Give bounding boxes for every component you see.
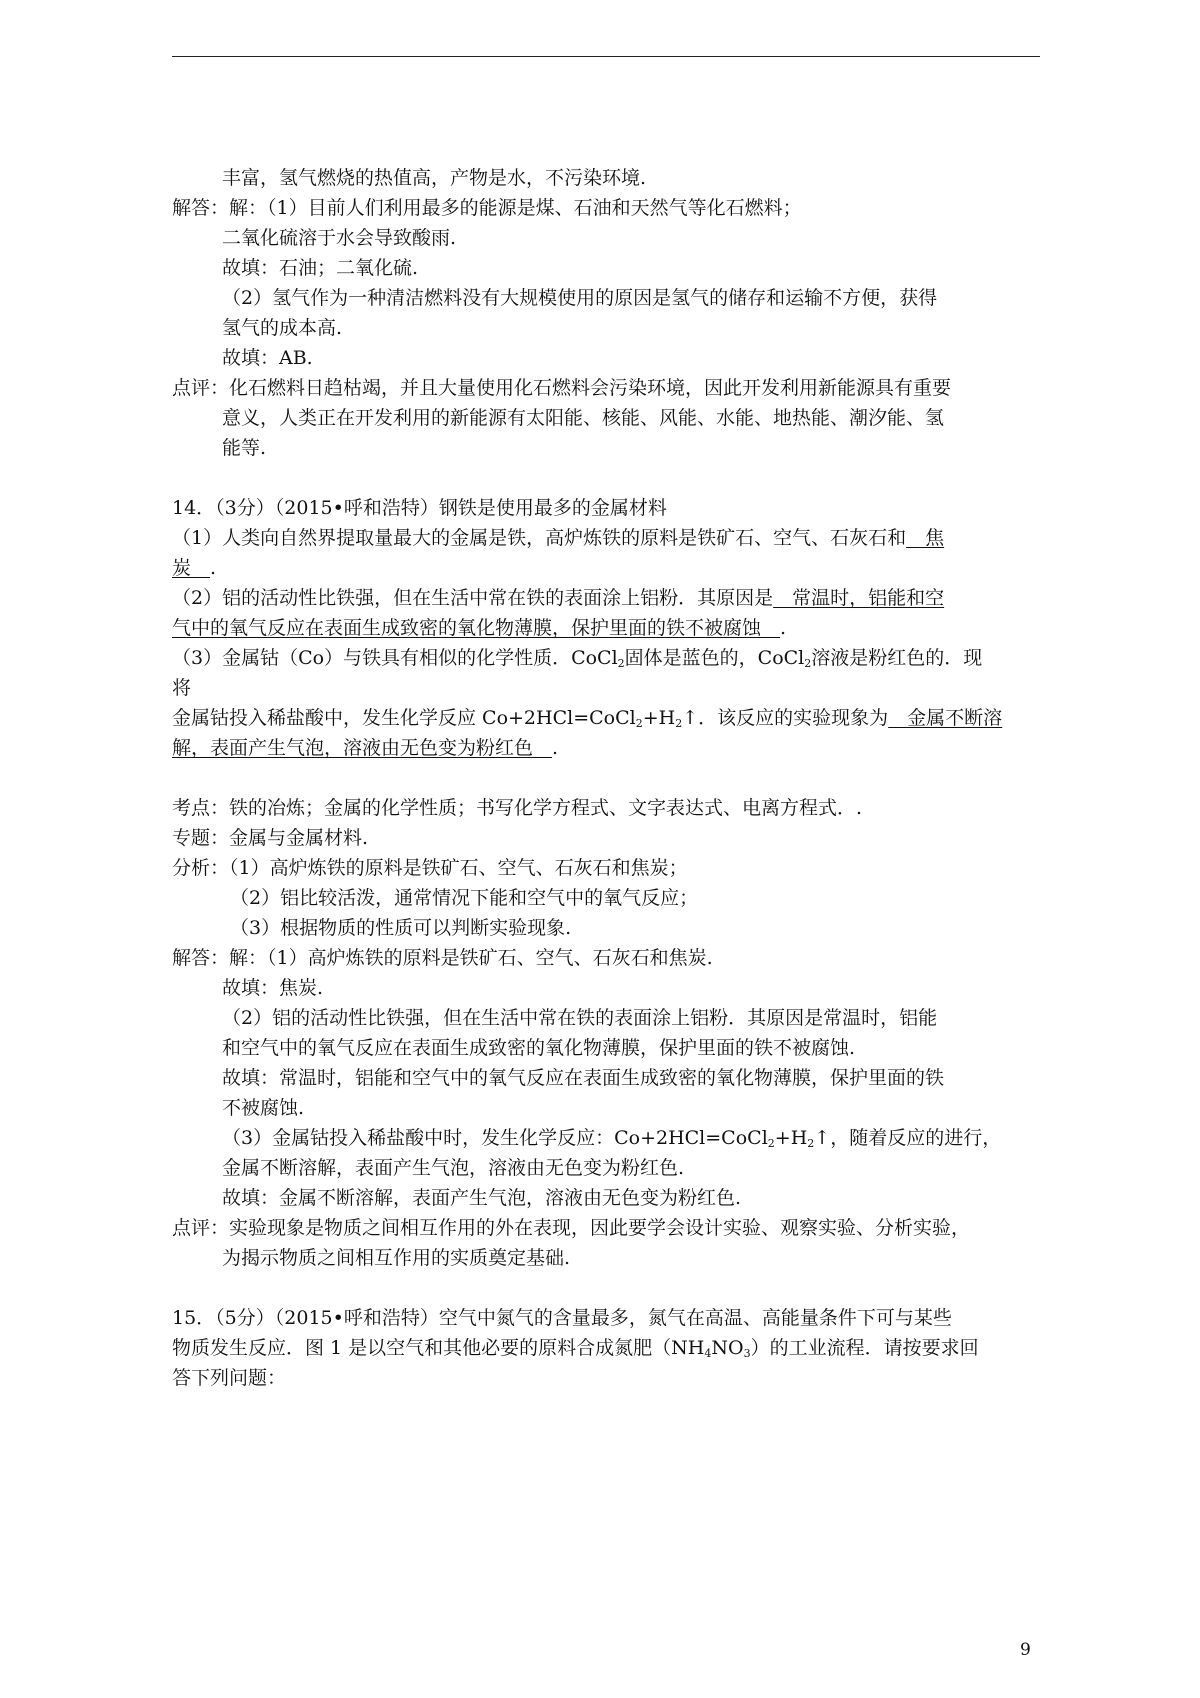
- question-line: [172, 736, 558, 760]
- solution-line: 金属不断溶解，表面产生气泡，溶液由无色变为粉红色.: [222, 1157, 685, 1179]
- question-line: 将: [172, 677, 192, 699]
- question-text: 金属钴投入稀盐酸中，发生化学反应 Co+2HCl=CoCl: [172, 707, 636, 729]
- subscript: 3: [743, 1347, 751, 1360]
- answer-blank: 解，表面产生气泡，溶液由无色变为粉红色: [172, 737, 553, 759]
- solution-line: 解答：解：（1）高炉炼铁的原料是铁矿石、空气、石灰石和焦炭.: [172, 947, 713, 969]
- subscript: 2: [804, 657, 812, 670]
- question-text: ↑．该反应的实验现象为: [682, 707, 889, 729]
- question-line: [172, 586, 944, 610]
- solution-line: 故填：常温时，铝能和空气中的氧气反应在表面生成致密的氧化物薄膜，保护里面的铁: [222, 1067, 945, 1089]
- question-line: [172, 706, 1002, 730]
- solution-line: （2）铝比较活泼，通常情况下能和空气中的氧气反应；: [230, 887, 699, 909]
- question-text: ）的工业流程．请按要求回: [750, 1337, 979, 1359]
- solution-line: 故填：金属不断溶解，表面产生气泡，溶液由无色变为粉红色.: [222, 1187, 742, 1209]
- subscript: 2: [807, 1137, 815, 1150]
- solution-line: 和空气中的氧气反应在表面生成致密的氧化物薄膜，保护里面的铁不被腐蚀.: [222, 1037, 856, 1059]
- subscript: 4: [704, 1347, 712, 1360]
- question-text: （1）人类向自然界提取量最大的金属是铁，高炉炼铁的原料是铁矿石、空气、石灰石和: [172, 527, 907, 549]
- question-line: [172, 616, 786, 640]
- page-number: 9: [1020, 1640, 1031, 1660]
- question-text: .: [210, 557, 217, 579]
- question-text: .: [552, 737, 559, 759]
- solution-line: （2）氢气作为一种清洁燃料没有大规模使用的原因是氢气的储存和运输不方便，获得: [222, 287, 938, 309]
- question-text: 物质发生反应．图 1 是以空气和其他必要的原料合成氮肥（NH: [172, 1337, 705, 1359]
- solution-text: +H: [774, 1127, 808, 1149]
- answer-blank: 常温时，铝能和空: [773, 587, 945, 609]
- comment-line: 点评：化石燃料日趋枯竭，并且大量使用化石燃料会污染环境，因此开发利用新能源具有重要: [172, 377, 952, 399]
- question-text: （2）铝的活动性比铁强，但在生活中常在铁的表面涂上铝粉．其原因是: [172, 587, 774, 609]
- solution-line: （2）铝的活动性比铁强，但在生活中常在铁的表面涂上铝粉．其原因是常温时，铝能: [222, 1007, 938, 1029]
- subscript: 2: [617, 657, 625, 670]
- solution-text: （3）金属钴投入稀盐酸中时，发生化学反应：Co+2HCl=CoCl: [222, 1127, 768, 1149]
- question-text: 溶液是粉红色的．现: [811, 647, 983, 669]
- answer-blank: 焦: [906, 527, 945, 549]
- answer-line: 丰富，氢气燃烧的热值高，产物是水，不污染环境.: [222, 167, 647, 189]
- comment-line: 意义，人类正在开发利用的新能源有太阳能、核能、风能、水能、地热能、潮汐能、氢: [222, 407, 945, 429]
- solution-line: 氢气的成本高.: [222, 317, 343, 339]
- comment-line: 能等.: [222, 437, 267, 459]
- comment-line: 点评：实验现象是物质之间相互作用的外在表现，因此要学会设计实验、观察实验、分析实验，: [172, 1217, 971, 1239]
- question-text: 固体是蓝色的，CoCl: [624, 647, 805, 669]
- solution-line: [222, 1126, 1001, 1150]
- subscript: 2: [635, 717, 643, 730]
- question-text: +H: [642, 707, 676, 729]
- subscript: 2: [767, 1137, 775, 1150]
- solution-line: 故填：石油；二氧化硫.: [222, 257, 419, 279]
- solution-line: 分析：（1）高炉炼铁的原料是铁矿石、空气、石灰石和焦炭；: [172, 857, 688, 879]
- solution-text: ↑，随着反应的进行，: [814, 1127, 1002, 1149]
- question-line: [172, 556, 216, 580]
- comment-line: 为揭示物质之间相互作用的实质奠定基础.: [222, 1247, 571, 1269]
- answer-blank: 炭: [172, 557, 211, 579]
- question-title: 14．（3分）（2015•呼和浩特）钢铁是使用最多的金属材料: [172, 497, 667, 519]
- solution-line: （3）根据物质的性质可以判断实验现象.: [230, 917, 572, 939]
- question-line: [172, 1336, 979, 1360]
- question-line: 答下列问题：: [172, 1367, 287, 1389]
- solution-line: 故填：焦炭.: [222, 977, 324, 999]
- question-line: [172, 526, 944, 550]
- answer-blank: 金属不断溶: [888, 707, 1003, 729]
- solution-line: 故填：AB.: [222, 347, 313, 369]
- solution-line: 解答：解：（1）目前人们利用最多的能源是煤、石油和天然气等化石燃料；: [172, 197, 802, 219]
- solution-line: 二氧化硫溶于水会导致酸雨.: [222, 227, 457, 249]
- question-text: NO: [711, 1337, 744, 1359]
- question-title: 15．（5分）（2015•呼和浩特）空气中氮气的含量最多，氮气在高温、高能量条件下可与某些: [172, 1307, 952, 1329]
- question-text: （3）金属钴（Co）与铁具有相似的化学性质．CoCl: [172, 647, 618, 669]
- answer-blank: 气中的氧气反应在表面生成致密的氧化物薄膜，保护里面的铁不被腐蚀: [172, 617, 781, 639]
- header-rule: [172, 56, 1040, 57]
- solution-line: 考点：铁的冶炼；金属的化学性质；书写化学方程式、文字表达式、电离方程式．.: [172, 797, 863, 819]
- question-text: .: [780, 617, 787, 639]
- solution-line: 不被腐蚀.: [222, 1097, 305, 1119]
- subscript: 2: [675, 717, 683, 730]
- solution-line: 专题：金属与金属材料.: [172, 827, 369, 849]
- question-line: [172, 646, 982, 670]
